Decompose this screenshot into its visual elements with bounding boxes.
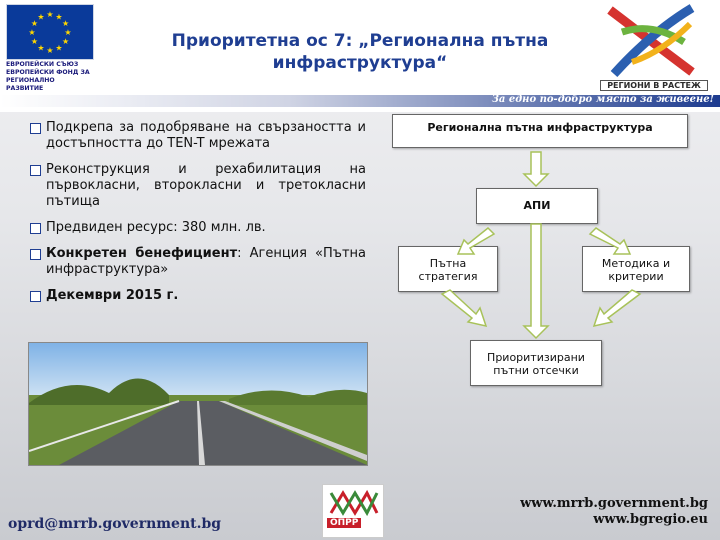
arrow-api-to-left-icon <box>458 228 494 254</box>
eu-star-icon: ★ <box>62 37 70 46</box>
checkbox-bullet-icon <box>30 165 41 176</box>
eu-star-icon: ★ <box>37 12 45 22</box>
oprr-label: ОПРР <box>327 518 361 528</box>
eu-star-icon: ★ <box>64 28 72 37</box>
footer-websites <box>520 496 708 528</box>
eu-star-icon: ★ <box>55 12 63 22</box>
eu-star-icon: ★ <box>30 19 38 28</box>
eu-star-icon: ★ <box>46 10 54 19</box>
checkbox-bullet-icon <box>30 223 41 234</box>
arrow-right-to-bottom-icon <box>594 290 640 326</box>
bullet-item: Предвиден ресурс: 380 млн. лв. <box>30 220 366 236</box>
eu-star-icon: ★ <box>55 43 63 53</box>
arrow-top-to-api-icon <box>524 152 548 186</box>
diagram-node-bottom: Приоритизирани пътни отсечки <box>470 340 602 386</box>
bullet-item: Конкретен бенефициент: Агенция «Пътна инфраструктура» <box>30 246 366 278</box>
diagram-node-api: АПИ <box>476 188 598 224</box>
arrow-api-to-bottom-icon <box>524 224 548 338</box>
diagram-arrows <box>390 146 710 346</box>
oprr-logo-icon <box>323 485 383 519</box>
eu-logo <box>6 4 94 94</box>
bullet-item: Декември 2015 г. <box>30 288 366 304</box>
arrow-left-to-bottom-icon <box>442 290 486 326</box>
eu-star-icon: ★ <box>28 28 36 37</box>
website-link-mrrb[interactable]: www.mrrb.government.bg <box>520 496 708 511</box>
eu-star-icon: ★ <box>30 37 38 46</box>
bullet-list <box>30 120 366 314</box>
checkbox-bullet-icon <box>30 291 41 302</box>
eu-star-icon: ★ <box>37 43 45 53</box>
contact-email[interactable]: oprd@mrrb.government.bg <box>8 516 222 532</box>
oprr-logo <box>322 484 384 538</box>
checkbox-bullet-icon <box>30 249 41 260</box>
eu-star-icon: ★ <box>62 19 70 28</box>
page-title: Приоритетна ос 7: „Регионална пътна инфраструктура“ <box>171 31 549 73</box>
checkbox-bullet-icon <box>30 123 41 134</box>
eu-star-icon: ★ <box>46 46 54 55</box>
arrow-api-to-right-icon <box>590 228 630 254</box>
diagram-node-right: Методика и критерии <box>582 246 690 292</box>
slogan-text: За едно по-добро място за живеене! <box>491 94 714 105</box>
eu-logo-text: ЕВРОПЕЙСКИ СЪЮЗ ЕВРОПЕЙСКИ ФОНД ЗА РЕГИОНАЛНО РАЗВИТИЕ <box>6 61 90 92</box>
diagram-node-left: Пътна стратегия <box>398 246 498 292</box>
road-photo <box>28 342 368 466</box>
regions-logo-icon <box>592 2 710 80</box>
bullet-item: Реконструкция и рехабилитация на първокласни, второкласни и третокласни пътища <box>30 162 366 210</box>
website-link-bgregio[interactable]: www.bgregio.eu <box>593 512 708 527</box>
diagram-node-top: Регионална пътна инфраструктура <box>392 114 688 148</box>
eu-flag-icon <box>6 4 94 60</box>
bullet-item: Подкрепа за подобряване на свързаността и достъпността до TEN-T мрежата <box>30 120 366 152</box>
regions-logo-caption: РЕГИОНИ В РАСТЕЖ <box>600 80 708 91</box>
